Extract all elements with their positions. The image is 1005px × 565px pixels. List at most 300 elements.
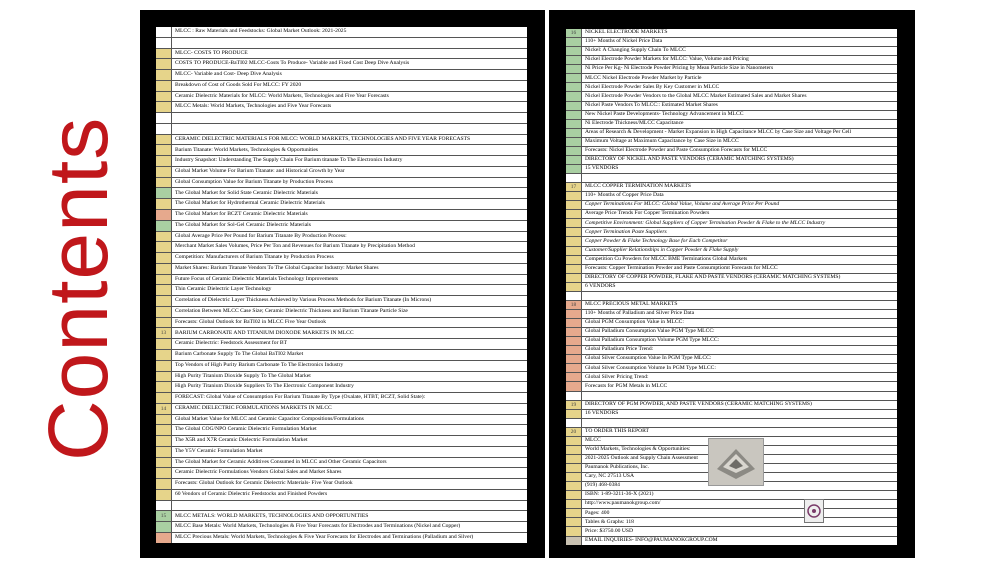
section-number bbox=[156, 81, 172, 91]
toc-row bbox=[566, 165, 897, 174]
toc-row bbox=[566, 382, 897, 391]
section-number bbox=[156, 501, 172, 511]
section-number: 14 bbox=[156, 404, 172, 414]
section-number bbox=[156, 178, 172, 188]
section-number bbox=[156, 221, 172, 231]
toc-entry-text: Global Palladium Consumption Value PGM Type MLCC: bbox=[585, 328, 715, 335]
section-number bbox=[566, 65, 582, 73]
toc-entry-text bbox=[582, 174, 897, 182]
toc-entry-text: 16 VENDORS bbox=[585, 409, 619, 416]
toc-row bbox=[566, 74, 897, 83]
toc-entry-text: High Purity Titanium Dioxide Supply To The Global Market bbox=[175, 372, 311, 379]
toc-entry-text bbox=[582, 419, 897, 427]
toc-entry-text: Breakdown of Cost of Goods Sold For MLCC: FY 2020 bbox=[175, 81, 302, 88]
toc-row bbox=[156, 124, 527, 135]
toc-row bbox=[566, 256, 897, 265]
section-number bbox=[156, 199, 172, 209]
toc-row bbox=[566, 210, 897, 219]
toc-row bbox=[566, 56, 897, 65]
toc-row bbox=[156, 425, 527, 436]
section-number bbox=[566, 355, 582, 363]
toc-row bbox=[566, 129, 897, 138]
section-number bbox=[566, 102, 582, 110]
toc-entry-text: 15 VENDORS bbox=[585, 165, 619, 172]
toc-row bbox=[566, 138, 897, 147]
section-number bbox=[566, 192, 582, 200]
section-number bbox=[566, 256, 582, 264]
section-number bbox=[566, 120, 582, 128]
toc-entry-text: Areas of Research & Development - Market Expansion in High Capacitance MLCC by Case Size and Voltage Per Cell bbox=[585, 128, 852, 135]
section-number: 19 bbox=[566, 401, 582, 409]
section-number bbox=[566, 437, 582, 445]
toc-entry-text: Nickel Electrode Powder Vendors to the Global MLCC Market Estimated Sales and Market Shares bbox=[585, 92, 807, 99]
toc-row bbox=[156, 458, 527, 469]
toc-row bbox=[156, 350, 527, 361]
toc-row bbox=[566, 65, 897, 74]
toc-row bbox=[566, 301, 897, 310]
section-number bbox=[566, 165, 582, 173]
toc-row bbox=[566, 192, 897, 201]
toc-entry-text: DIRECTORY OF COPPER POWDER, FLAKE AND PASTE VENDORS (CERAMIC MATCHING SYSTEMS) bbox=[585, 273, 841, 280]
toc-entry-text: Copper Termination Paste Suppliers bbox=[585, 228, 667, 235]
toc-row bbox=[566, 228, 897, 237]
section-number bbox=[566, 319, 582, 327]
toc-entry-text: CERAMIC DIELECTRIC MATERIALS FOR MLCC: WORLD MARKETS, TECHNOLOGIES AND FIVE YEAR FORECASTS bbox=[175, 135, 471, 142]
section-number bbox=[566, 473, 582, 481]
toc-entry-text: Barium Carbonate Supply To The Global BaTI02 Market bbox=[175, 351, 304, 358]
toc-entry-text: Global Market Value for MLCC and Ceramic Capacitor Compositions/Formulations bbox=[175, 415, 364, 422]
toc-row bbox=[156, 210, 527, 221]
toc-row bbox=[156, 490, 527, 501]
toc-row bbox=[566, 509, 897, 518]
toc-panel-left bbox=[140, 10, 545, 558]
section-number bbox=[566, 265, 582, 273]
toc-row bbox=[566, 328, 897, 337]
toc-entry-text: (919) 468-0384 bbox=[585, 482, 620, 489]
toc-row bbox=[156, 285, 527, 296]
toc-entry-text: 60 Vendors of Ceramic Dielectric Feedstocks and Finished Powders bbox=[175, 491, 328, 497]
toc-row bbox=[156, 339, 527, 350]
toc-entry-text: Customer/Supplier Relationships in Copper Powder & Flake Supply bbox=[585, 246, 739, 253]
toc-entry-text: Average Price Trends For Copper Termination Powders bbox=[585, 210, 710, 217]
toc-entry-text: CERAMIC DIELECTRIC FORMULATIONS MARKETS IN MLCC bbox=[175, 404, 332, 411]
section-number bbox=[566, 219, 582, 227]
toc-entry-text: MLCC bbox=[585, 437, 601, 444]
toc-entry-text: Ni Price Per Kg- Ni Electrode Powder Pricing by Mean Particle Size in Nanometers bbox=[585, 65, 774, 72]
toc-row bbox=[156, 81, 527, 92]
section-number bbox=[566, 274, 582, 282]
section-number bbox=[156, 415, 172, 425]
section-number bbox=[566, 500, 582, 508]
toc-entry-text: Copper Powder & Flake Technology Base for Each Competitor bbox=[585, 237, 728, 244]
section-number bbox=[156, 145, 172, 155]
section-number bbox=[566, 138, 582, 146]
toc-entry-text: Ceramic Dielectric: Feedstock Assessment for BT bbox=[175, 340, 288, 347]
section-number bbox=[566, 129, 582, 137]
toc-entry-text: Global Silver Consumption Volume In PGM Type MLCC: bbox=[585, 364, 716, 371]
toc-row bbox=[156, 533, 527, 543]
section-number bbox=[566, 92, 582, 100]
toc-row bbox=[156, 242, 527, 253]
section-number: 15 bbox=[156, 511, 172, 521]
toc-entry-text: Global Silver Pricing Trend: bbox=[585, 373, 649, 380]
toc-row bbox=[156, 447, 527, 458]
toc-entry-text: MLCC- COSTS TO PRODUCE bbox=[175, 49, 248, 56]
toc-row bbox=[566, 518, 897, 527]
toc-row bbox=[566, 111, 897, 120]
toc-entry-text: Merchant Market Sales Volumes, Price Per Ton and Revenues for Barium Titanate by Precipitation Method bbox=[175, 243, 415, 250]
toc-row bbox=[566, 47, 897, 56]
section-number bbox=[156, 296, 172, 306]
section-number bbox=[566, 111, 582, 119]
toc-entry-text: The Y5V Ceramic Formulation Market bbox=[175, 447, 263, 454]
toc-entry-text: Cary, NC 27513 USA bbox=[585, 473, 635, 480]
toc-row bbox=[566, 355, 897, 364]
toc-entry-text: The Global Market for Sol-Gel Ceramic Dielectric Materials bbox=[175, 221, 311, 228]
toc-row bbox=[156, 264, 527, 275]
toc-entry-text: Global Consumption Value for Barium Titanate by Production Process bbox=[175, 178, 333, 185]
toc-entry-text: TO ORDER THIS REPORT bbox=[585, 427, 649, 434]
toc-entry-text: Global PGM Consumption Value in MLCC: bbox=[585, 319, 684, 326]
toc-row bbox=[566, 364, 897, 373]
toc-row bbox=[566, 537, 897, 545]
toc-entry-text: Paumanok Publications, Inc. bbox=[585, 464, 650, 471]
toc-entry-text: High Purity Titanium Dioxide Suppliers To The Electronic Component Industry bbox=[175, 383, 354, 390]
toc-entry-text: New Nickel Paste Developments- Technology Advancement in MLCC bbox=[585, 110, 744, 117]
section-number bbox=[566, 74, 582, 82]
section-number bbox=[566, 201, 582, 209]
toc-entry-text: Global Market Volume For Barium Titanate: and Historical Growth by Year bbox=[175, 168, 345, 175]
section-number bbox=[566, 38, 582, 46]
toc-entry-text bbox=[172, 113, 527, 123]
toc-entry-text: Correlation of Dielectric Layer Thickness Achieved by Various Process Methods for Barium Titanate (In Microns) bbox=[175, 297, 432, 304]
toc-entry-text: MLCC METALS: WORLD MARKETS, TECHNOLOGIES AND OPPORTUNITIES bbox=[175, 512, 369, 519]
section-number bbox=[156, 102, 172, 112]
section-number bbox=[566, 392, 582, 400]
toc-entry-text: Nickel Electrode Powder Markets for MLCC: Value, Volume and Pricing bbox=[585, 56, 749, 63]
toc-row bbox=[156, 178, 527, 189]
toc-entry-text bbox=[582, 392, 897, 400]
toc-entry-text: DIRECTORY OF PGM POWDER, AND PASTE VENDORS (CERAMIC MATCHING SYSTEMS) bbox=[585, 400, 812, 407]
section-number bbox=[156, 135, 172, 145]
toc-row bbox=[566, 92, 897, 101]
section-number bbox=[156, 49, 172, 59]
section-number bbox=[156, 167, 172, 177]
seal-icon bbox=[804, 499, 824, 523]
section-number bbox=[156, 361, 172, 371]
toc-row bbox=[566, 428, 897, 437]
toc-entry-text: Global Palladium Price Trend: bbox=[585, 346, 654, 353]
section-number bbox=[566, 237, 582, 245]
toc-entry-text: 6 VENDORS bbox=[585, 282, 616, 289]
toc-entry-text: MLCC COPPER TERMINATION MARKETS bbox=[585, 183, 692, 190]
toc-row bbox=[566, 201, 897, 210]
toc-entry-text: Top Vendors of High Purity Barium Carbonate To The Electronics Industry bbox=[175, 361, 344, 368]
section-number bbox=[156, 350, 172, 360]
section-number bbox=[566, 482, 582, 490]
toc-entry-text: 2021-2025 Outlook and Supply Chain Assessment bbox=[585, 455, 698, 462]
toc-entry-text: Ceramic Dielectric Materials for MLCC: World Markets, Technologies and Five Year Forecasts bbox=[175, 92, 389, 99]
toc-entry-text: The Global COG/NPO Ceramic Dielectric Formulation Market bbox=[175, 426, 317, 433]
section-number bbox=[566, 328, 582, 336]
section-number bbox=[156, 70, 172, 80]
toc-row bbox=[156, 70, 527, 81]
toc-entry-text: The Global Market for Hydrothermal Ceramic Dielectric Materials bbox=[175, 200, 325, 207]
section-number bbox=[566, 337, 582, 345]
toc-entry-text: Market Shares: Barium Titanate Vendors To The Global Capacitor Industry: Market Shares bbox=[175, 264, 379, 271]
toc-row bbox=[566, 102, 897, 111]
toc-row bbox=[156, 49, 527, 60]
toc-row bbox=[566, 401, 897, 410]
section-number bbox=[156, 533, 172, 543]
toc-row bbox=[566, 292, 897, 301]
toc-row bbox=[566, 500, 897, 509]
section-number bbox=[156, 436, 172, 446]
section-number bbox=[156, 372, 172, 382]
toc-row bbox=[566, 392, 897, 401]
section-number bbox=[156, 458, 172, 468]
toc-entry-text: The Global Market for Ceramic Additives Consumed in MLCC and Other Ceramic Capacitors bbox=[175, 458, 387, 465]
section-number bbox=[156, 59, 172, 69]
toc-row bbox=[156, 372, 527, 383]
toc-entry-text: Forecasts for PGM Metals in MLCC bbox=[585, 382, 668, 389]
toc-row bbox=[566, 346, 897, 355]
toc-entry-text: World Markets, Technologies & Opportunities: bbox=[585, 446, 691, 453]
toc-entry-text: Ceramic Dielectric Formulations Vendors Global Sales and Market Shares bbox=[175, 469, 342, 476]
toc-row bbox=[566, 219, 897, 228]
toc-entry-text: Nickel Electrode Powder Sales By Key Customer in MLCC bbox=[585, 83, 720, 90]
toc-row bbox=[156, 318, 527, 329]
toc-row bbox=[156, 404, 527, 415]
toc-entry-text bbox=[582, 292, 897, 300]
toc-row bbox=[156, 221, 527, 232]
toc-entry-text: http://www.paumanokgroup.com/ bbox=[585, 500, 661, 507]
section-number bbox=[566, 518, 582, 526]
toc-row bbox=[156, 92, 527, 103]
section-number bbox=[566, 228, 582, 236]
toc-row bbox=[566, 83, 897, 92]
toc-entry-text: DIRECTORY OF NICKEL AND PASTE VENDORS (CERAMIC MATCHING SYSTEMS) bbox=[585, 156, 794, 163]
toc-entry-text: Forecasts: Nickel Electrode Powder and Paste Consumption Forecasts for MLCC bbox=[585, 147, 768, 154]
toc-entry-text: COSTS TO PRODUCE-BaTI02 MLCC-Costs To Produce- Variable and Fixed Cost Deep Dive Analysis bbox=[175, 60, 410, 67]
section-number bbox=[566, 156, 582, 164]
toc-entry-text: Ni Electrode Thickness/MLCC Capacitance bbox=[585, 119, 684, 126]
toc-entry-text: Maximum Voltage at Maximum Capacitance by Case Size in MLCC bbox=[585, 137, 739, 144]
section-number bbox=[156, 275, 172, 285]
toc-row bbox=[566, 247, 897, 256]
toc-row bbox=[156, 135, 527, 146]
toc-row bbox=[156, 27, 527, 38]
toc-row bbox=[566, 120, 897, 129]
toc-entry-text: Competition: Manufacturers of Barium Titanate by Production Process bbox=[175, 254, 334, 261]
section-number bbox=[156, 242, 172, 252]
toc-row bbox=[156, 188, 527, 199]
section-number bbox=[156, 210, 172, 220]
toc-row bbox=[566, 265, 897, 274]
toc-row bbox=[156, 167, 527, 178]
toc-row bbox=[566, 319, 897, 328]
section-number bbox=[566, 509, 582, 517]
toc-entry-text: The Global Market for BCZT Ceramic Dielectric Materials bbox=[175, 211, 308, 218]
section-number: 16 bbox=[566, 29, 582, 37]
toc-entry-text: Global Silver Consumption Value In PGM Type MLCC: bbox=[585, 355, 712, 362]
section-number bbox=[156, 393, 172, 403]
toc-entry-text: MLCC Base Metals: World Markets, Technologies & Five Year Forecasts for Electrodes and Terminations (Nickel and Copper) bbox=[175, 523, 461, 530]
toc-row bbox=[156, 38, 527, 49]
toc-row bbox=[566, 410, 897, 419]
section-number bbox=[566, 56, 582, 64]
publisher-logo bbox=[708, 438, 764, 486]
section-number bbox=[156, 188, 172, 198]
toc-entry-text: Correlation Between MLCC Case Size; Ceramic Dielectric Thickness and Barium Titanate Particle Size bbox=[175, 307, 408, 314]
section-number bbox=[156, 522, 172, 532]
toc-entry-text: Price: $3750.00 USD bbox=[585, 527, 634, 534]
toc-row bbox=[156, 328, 527, 339]
toc-entry-text: 110+ Months of Copper Price Data bbox=[585, 192, 664, 199]
toc-entry-text: Copper Terminations For MLCC: Global Value, Volume and Average Price Per Pound bbox=[585, 201, 780, 208]
section-number: 17 bbox=[566, 183, 582, 191]
section-number bbox=[156, 38, 172, 48]
section-number bbox=[566, 464, 582, 472]
toc-entry-text: MLCC Metals: World Markets, Technologies and Five Year Forecasts bbox=[175, 103, 332, 110]
section-number bbox=[566, 83, 582, 91]
toc-entry-text: MLCC PRECIOUS METAL MARKETS bbox=[585, 301, 678, 308]
toc-row bbox=[156, 382, 527, 393]
toc-entry-text: FORECAST: Global Value of Consumption For Barium Titanate By Type (Oxalate, HTBT, BCZT, Solid State): bbox=[175, 394, 426, 401]
section-number bbox=[566, 364, 582, 372]
section-number bbox=[566, 527, 582, 535]
toc-row bbox=[566, 29, 897, 38]
toc-entry-text: Tables & Graphs: 118 bbox=[585, 518, 634, 525]
toc-entry-text: Forecasts: Copper Termination Powder and Paste Consumptiomt Forecasts for MLCC bbox=[585, 264, 778, 271]
toc-entry-text bbox=[172, 38, 527, 48]
toc-table-left bbox=[156, 27, 527, 543]
section-number bbox=[156, 490, 172, 500]
contents-title: Contents bbox=[31, 116, 125, 461]
toc-row bbox=[156, 296, 527, 307]
toc-row bbox=[156, 253, 527, 264]
section-number bbox=[566, 346, 582, 354]
toc-row bbox=[156, 113, 527, 124]
toc-entry-text: BARIUM CARBONATE AND TITANIUM DIOXODE MARKETS IN MLCC bbox=[175, 329, 354, 336]
section-number bbox=[156, 264, 172, 274]
toc-entry-text: 110+ Months of Palladium and Silver Price Data bbox=[585, 310, 695, 317]
toc-entry-text: ISBN: 1-89-3211-36-X (2021) bbox=[585, 491, 654, 498]
toc-entry-text: Forecasts: Global Outlook for Ceramic Dielectric Materials- Five Year Outlook bbox=[175, 480, 353, 487]
toc-entry-text: Competitive Environment: Global Suppliers of Copper Termination Powder & Flake to the MLCC Industry bbox=[585, 219, 826, 226]
section-number bbox=[566, 382, 582, 390]
toc-entry-text: Pages: 400 bbox=[585, 509, 610, 516]
section-number bbox=[566, 373, 582, 381]
section-number bbox=[156, 339, 172, 349]
section-number: 20 bbox=[566, 428, 582, 436]
toc-entry-text: Competition Cu Powders for MLCC BME Terminations Global Markets bbox=[585, 255, 748, 262]
toc-entry-text: Barium Titanate: World Markets, Technologies & Opportunities bbox=[175, 146, 318, 153]
toc-entry-text: Forecasts: Global Outlook for BaTI02 in MLCC Five Year Outlook bbox=[175, 318, 327, 325]
section-number bbox=[156, 156, 172, 166]
toc-row bbox=[566, 310, 897, 319]
section-number bbox=[566, 537, 582, 545]
toc-row bbox=[566, 491, 897, 500]
toc-entry-text: EMAIL INQUIRIES- INFO@PAUMANOKGROUP.COM bbox=[585, 536, 718, 543]
toc-row bbox=[566, 174, 897, 183]
toc-entry-text: MLCC Nickel Electrode Powder Market by Particle bbox=[585, 74, 702, 81]
toc-row bbox=[156, 59, 527, 70]
toc-entry-text: The X5R and X7R Ceramic Dielectric Formulation Market bbox=[175, 437, 308, 444]
section-number bbox=[566, 247, 582, 255]
toc-entry-text: 110+ Months of Nickel Price Data bbox=[585, 38, 663, 45]
toc-entry-text: The Global Market for Solid State Ceramic Dielectric Materials bbox=[175, 189, 318, 196]
section-number bbox=[156, 447, 172, 457]
section-number bbox=[156, 113, 172, 123]
toc-row bbox=[156, 361, 527, 372]
section-number bbox=[156, 285, 172, 295]
toc-row bbox=[156, 307, 527, 318]
section-number bbox=[156, 253, 172, 263]
toc-entry-text: MLCC Precious Metals: World Markets, Technologies & Five Year Forecasts for Electrodes and Terminations (Palladium and Silver) bbox=[175, 534, 474, 541]
toc-row bbox=[156, 102, 527, 113]
toc-row bbox=[566, 527, 897, 536]
toc-row bbox=[566, 38, 897, 47]
toc-entry-text: Global Palladium Consumption Volume PGM Type MLCC: bbox=[585, 337, 720, 344]
toc-entry-text: MLCC- Variable and Cost- Deep Dive Analysis bbox=[175, 71, 282, 78]
section-number bbox=[566, 419, 582, 427]
toc-row bbox=[566, 274, 897, 283]
toc-row bbox=[156, 199, 527, 210]
section-number: 13 bbox=[156, 328, 172, 338]
section-number bbox=[156, 468, 172, 478]
toc-row bbox=[566, 283, 897, 292]
toc-row bbox=[156, 479, 527, 490]
section-number bbox=[566, 210, 582, 218]
section-number bbox=[566, 310, 582, 318]
toc-row bbox=[156, 501, 527, 512]
section-number bbox=[566, 491, 582, 499]
section-number bbox=[156, 318, 172, 328]
toc-row bbox=[566, 237, 897, 246]
section-number: 18 bbox=[566, 301, 582, 309]
toc-entry-text: Future Focus of Ceramic Dielectric Materials Technology Improvements bbox=[175, 275, 339, 282]
section-number bbox=[566, 410, 582, 418]
toc-row bbox=[156, 436, 527, 447]
toc-entry-text: Nickel: A Changing Supply Chain To MLCC bbox=[585, 47, 686, 54]
toc-row bbox=[156, 145, 527, 156]
toc-entry-text bbox=[172, 501, 527, 511]
toc-row bbox=[566, 337, 897, 346]
section-number bbox=[156, 382, 172, 392]
section-number bbox=[156, 232, 172, 242]
toc-row bbox=[566, 156, 897, 165]
section-number bbox=[156, 479, 172, 489]
section-number bbox=[566, 292, 582, 300]
section-number bbox=[156, 307, 172, 317]
toc-entry-text: NICKEL ELECTRODE MARKETS bbox=[585, 29, 668, 36]
toc-row bbox=[156, 522, 527, 533]
section-number bbox=[156, 425, 172, 435]
toc-row bbox=[566, 419, 897, 428]
toc-row bbox=[566, 183, 897, 192]
toc-row bbox=[156, 275, 527, 286]
toc-entry-text: Industry Snapshot: Understanding The Supply Chain For Barium titanate To The Electronics Industry bbox=[175, 157, 403, 164]
toc-row bbox=[156, 415, 527, 426]
toc-entry-text: Global Average Price Per Pound for Barium Titanate By Production Process: bbox=[175, 232, 347, 239]
toc-entry-text: Thin Ceramic Dielectric Layer Technology bbox=[175, 286, 272, 293]
section-number bbox=[566, 174, 582, 182]
section-number bbox=[566, 147, 582, 155]
section-number bbox=[566, 283, 582, 291]
section-number bbox=[156, 124, 172, 134]
section-number bbox=[566, 47, 582, 55]
